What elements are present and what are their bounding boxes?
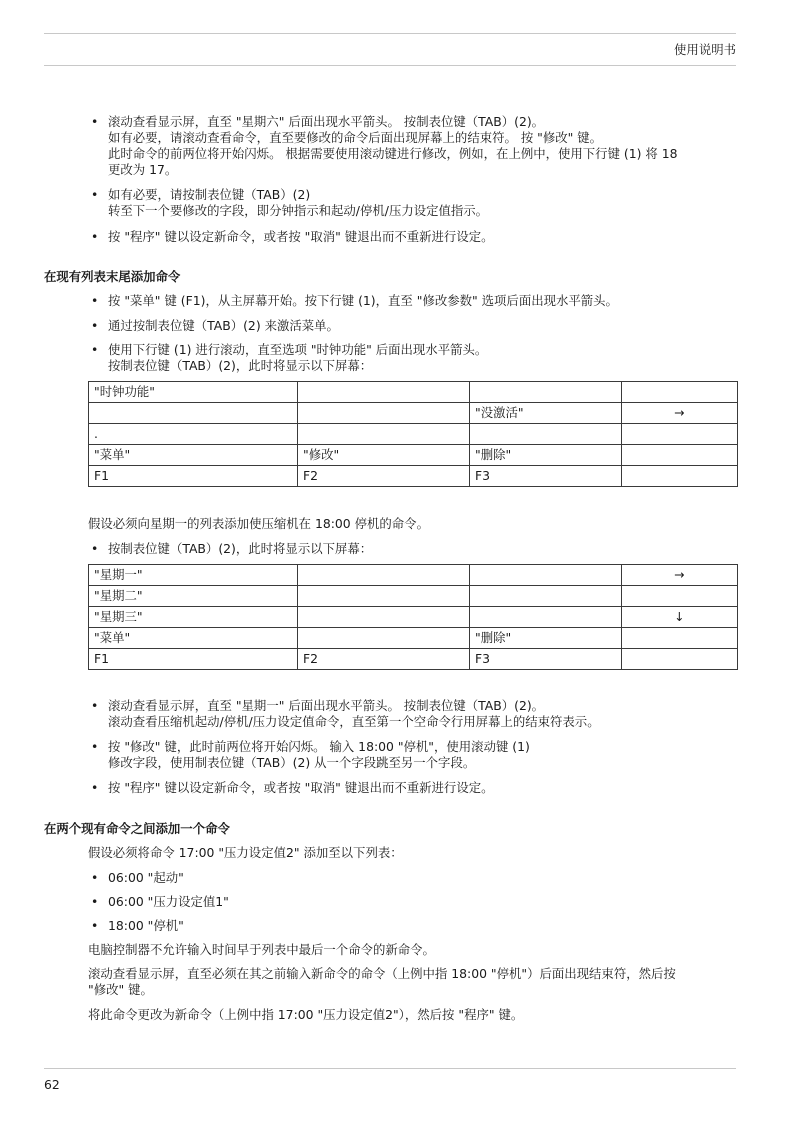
bullet-dot: •: [91, 918, 99, 933]
arrow-down-icon: ↓: [622, 607, 738, 628]
bullet-item: [44, 739, 744, 771]
arrow-right-icon: →: [622, 565, 738, 586]
table-cell: [470, 607, 622, 628]
bullet-dot: •: [91, 293, 99, 308]
paragraph: 将此命令更改为新命令（上例中指 17:00 "压力设定值2"），然后按 "程序" 键。: [88, 1007, 524, 1022]
bullet-text: 此时命令的前两位将开始闪烁。 根据需要使用滚动键进行修改，例如，在上例中，使用下行键 (1) 将 18: [108, 146, 678, 161]
bullet-text: 如有必要，请按制表位键（TAB）(2): [108, 187, 311, 202]
bullet-text: 按 "程序" 键以设定新命令，或者按 "取消" 键退出而不重新进行设定。: [108, 229, 494, 244]
table-cell: [298, 628, 470, 649]
bullet-item: [44, 698, 744, 730]
bullet-text: 更改为 17。: [108, 162, 178, 177]
paragraph: [44, 966, 788, 998]
bullet-text: 18:00 "停机": [108, 918, 184, 933]
table-cell: F1: [89, 649, 298, 670]
bullet-dot: •: [91, 187, 99, 202]
paragraph-line: 滚动查看显示屏，直至必须在其之前输入新命令的命令（上例中指 18:00 "停机"）后面出现结束符，然后按: [88, 966, 676, 981]
table-row: [89, 403, 738, 424]
table-row: [89, 649, 738, 670]
bullet-text: 使用下行键 (1) 进行滚动，直至选项 "时钟功能" 后面出现水平箭头。: [108, 342, 488, 357]
bullet-text: 06:00 "压力设定值1": [108, 894, 229, 909]
bullet-item: [44, 780, 744, 796]
table-cell: "菜单": [89, 628, 298, 649]
table-cell: "删除": [470, 628, 622, 649]
bullet-dot: •: [91, 870, 99, 885]
table-cell: [622, 445, 738, 466]
table-cell: [470, 565, 622, 586]
bullet-dot: •: [91, 739, 99, 754]
table-cell: [298, 586, 470, 607]
table-cell: [470, 424, 622, 445]
table-cell: "菜单": [89, 445, 298, 466]
bullet-text: 按 "修改" 键，此时前两位将开始闪烁。 输入 18:00 "停机"，使用滚动键 (1): [108, 739, 530, 754]
arrow-right-icon: →: [622, 403, 738, 424]
bullet-text: 滚动查看显示屏，直至 "星期一" 后面出现水平箭头。 按制表位键（TAB）(2)。: [108, 698, 545, 713]
bullet-dot: •: [91, 229, 99, 244]
bullet-text: 按制表位键（TAB）(2)，此时将显示以下屏幕：: [108, 358, 373, 373]
section-heading: 在两个现有命令之间添加一个命令: [44, 821, 230, 836]
table-cell: F3: [470, 466, 622, 487]
section-heading: 在现有列表末尾添加命令: [44, 269, 181, 284]
bullet-text: 转至下一个要修改的字段，即分钟指示和起动/停机/压力设定值指示。: [108, 203, 489, 218]
table-cell: "删除": [470, 445, 622, 466]
table-cell: "星期三": [89, 607, 298, 628]
bullet-item: [44, 293, 744, 309]
table-cell: [622, 649, 738, 670]
bullet-dot: •: [91, 698, 99, 713]
table-cell: F1: [89, 466, 298, 487]
list-item: [44, 918, 744, 934]
table-cell: [470, 382, 622, 403]
table-row: [89, 586, 738, 607]
bullet-dot: •: [91, 780, 99, 795]
table-cell: .: [89, 424, 298, 445]
bullet-text: 如有必要，请滚动查看命令，直至要修改的命令后面出现屏幕上的结束符。 按 "修改" 键。: [108, 130, 603, 145]
table-cell: "星期一": [89, 565, 298, 586]
list-item: [44, 894, 744, 910]
bullet-dot: •: [91, 894, 99, 909]
paragraph: 电脑控制器不允许输入时间早于列表中最后一个命令的新命令。: [88, 942, 435, 957]
table-row: [89, 628, 738, 649]
table-cell: [622, 424, 738, 445]
bullet-item: [44, 541, 744, 557]
bullet-item: [44, 187, 744, 219]
table-cell: [622, 466, 738, 487]
header-rule-bottom: [44, 65, 736, 66]
table-cell: "没激活": [470, 403, 622, 424]
table-cell: F2: [298, 649, 470, 670]
bullet-item: [44, 318, 744, 334]
table-cell: [298, 424, 470, 445]
table-cell: "修改": [298, 445, 470, 466]
page-number: 62: [44, 1077, 60, 1092]
table-cell: [622, 382, 738, 403]
table-row: [89, 607, 738, 628]
bullet-text: 按 "菜单" 键 (F1)，从主屏幕开始。按下行键 (1)，直至 "修改参数" 选项后面出现水平箭头。: [108, 293, 618, 308]
bullet-item: [44, 342, 744, 374]
bullet-dot: •: [91, 342, 99, 357]
bullet-text: 06:00 "起动": [108, 870, 184, 885]
table-cell: [89, 403, 298, 424]
table-cell: F2: [298, 466, 470, 487]
table-row: [89, 466, 738, 487]
table-cell: [622, 586, 738, 607]
bullet-dot: •: [91, 318, 99, 333]
paragraph: 假设必须将命令 17:00 "压力设定值2" 添加至以下列表：: [88, 845, 403, 860]
table-cell: [298, 403, 470, 424]
paragraph: 假设必须向星期一的列表添加使压缩机在 18:00 停机的命令。: [88, 516, 429, 531]
table-cell: F3: [470, 649, 622, 670]
bullet-dot: •: [91, 541, 99, 556]
screen-table-weekdays: [88, 564, 738, 670]
bullet-text: 按制表位键（TAB）(2)，此时将显示以下屏幕：: [108, 541, 373, 556]
screen-table-clock-function: [88, 381, 738, 487]
table-cell: [298, 565, 470, 586]
bullet-text: 滚动查看压缩机起动/停机/压力设定值命令，直至第一个空命令行用屏幕上的结束符表示。: [108, 714, 600, 729]
table-row: [89, 382, 738, 403]
bullet-text: 滚动查看显示屏，直至 "星期六" 后面出现水平箭头。 按制表位键（TAB）(2)。: [108, 114, 545, 129]
bullet-dot: •: [91, 114, 99, 129]
bullet-text: 修改字段，使用制表位键（TAB）(2) 从一个字段跳至另一个字段。: [108, 755, 476, 770]
table-row: [89, 445, 738, 466]
table-cell: [470, 586, 622, 607]
table-row: [89, 424, 738, 445]
table-row: [89, 565, 738, 586]
table-cell: "时钟功能": [89, 382, 298, 403]
bullet-item: [44, 114, 744, 178]
table-cell: [298, 382, 470, 403]
table-cell: "星期二": [89, 586, 298, 607]
bullet-item: [44, 229, 744, 245]
header-title: 使用说明书: [674, 42, 736, 57]
bullet-text: 通过按制表位键（TAB）(2) 来激活菜单。: [108, 318, 339, 333]
list-item: [44, 870, 744, 886]
table-cell: [622, 628, 738, 649]
bullet-text: 按 "程序" 键以设定新命令，或者按 "取消" 键退出而不重新进行设定。: [108, 780, 494, 795]
header-rule-top: [44, 33, 736, 34]
paragraph-line: "修改" 键。: [88, 982, 153, 997]
table-cell: [298, 607, 470, 628]
footer-rule: [44, 1068, 736, 1069]
